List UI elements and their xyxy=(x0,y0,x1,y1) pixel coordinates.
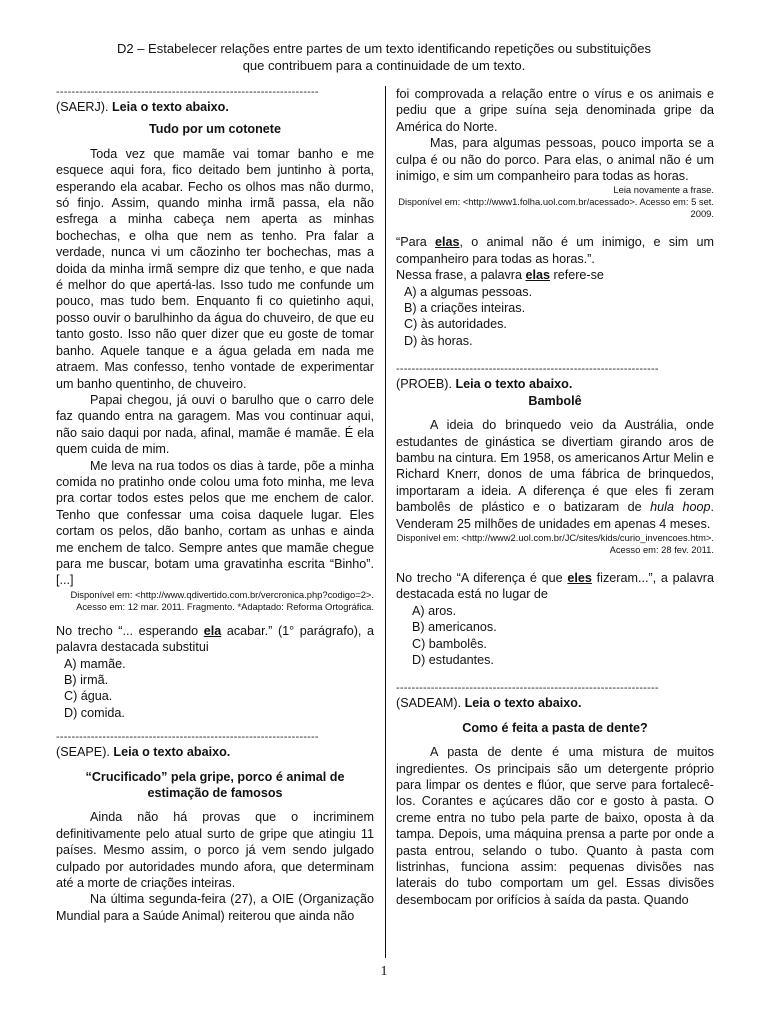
q3-source-tag: (PROEB). xyxy=(396,377,456,392)
q2-option-c[interactable]: C) às autoridades. xyxy=(404,317,507,332)
separator-line: -------------------------------------------------------------------- xyxy=(396,682,659,695)
q2-paragraph-last: Mas, para algumas pessoas, pouco importa se a culpa é ou não do porco. Para elas, o animal não é um inimigo, e sim um companheiro para todas as horas. xyxy=(396,136,714,184)
q2-source: Disponível em: <http://www1.folha.uol.com.br/acessado>. Acesso em: 5 set. 2009. xyxy=(398,196,714,220)
q2-quote-post: , o animal não é um inimigo, e sim um companheiro para todas as horas.”. xyxy=(396,235,714,266)
q3-option-b[interactable]: B) americanos. xyxy=(412,620,497,635)
separator-line: -------------------------------------------------------------------- xyxy=(56,731,319,744)
header-line-1: D2 – Estabelecer relações entre partes de um texto identificando repetições ou substituições xyxy=(116,41,652,56)
q2-quote-word: elas xyxy=(435,235,460,250)
left-column xyxy=(56,86,374,924)
q1-header xyxy=(56,99,374,115)
q3-question-pre: No trecho “A diferença é que xyxy=(396,570,568,585)
q3-text-post: . Venderam 25 milhões de unidades em apenas 4 meses. xyxy=(396,500,715,531)
q2-header xyxy=(56,744,374,760)
q2-option-d[interactable]: D) às horas. xyxy=(404,333,473,348)
q3-question-word: eles xyxy=(567,570,592,585)
q2-continuation: foi comprovada a relação entre o vírus e os animais e pediu que a gripe suína seja denominada gripe da América do Norte. xyxy=(396,87,714,134)
q1-question-word: ela xyxy=(203,623,222,638)
q3-option-d[interactable]: D) estudantes. xyxy=(412,652,494,667)
q3-text-italic: hula hoop xyxy=(650,500,711,515)
q1-title: Tudo por um cotonete xyxy=(149,122,281,137)
q4-title: Como é feita a pasta de dente? xyxy=(462,720,648,735)
q1-option-a[interactable]: A) mamãe. xyxy=(64,656,126,671)
q3-question-post: fizeram...”, a palavra destacada está no lugar de xyxy=(396,570,714,602)
q2-paragraph-1: Ainda não há provas que o incriminem definitivamente pelo atual surto de gripe que atingiu 11 países. Mesmo assim, o porco já vem sendo julgado culpado por autoridades mundo afora, que determinam até a morte de criações inteiras. xyxy=(56,810,374,891)
q1-question-post: acabar.” (1° parágrafo), a palavra destacada substitui xyxy=(56,623,375,655)
q1-paragraph-2: Papai chegou, já ouvi o barulho que o carro dele faz quando entra na garagem. Mas vou continuar aqui, não saio daqui por nada, afinal, mamãe é mamãe. É ela quem cuida de mim. xyxy=(56,392,374,457)
q2-question-post: refere-se xyxy=(550,268,604,283)
q4-header xyxy=(396,695,714,711)
q3-option-a[interactable]: A) aros. xyxy=(412,603,457,618)
q2-source-tag: (SEAPE). xyxy=(56,745,114,760)
q3-text-pre: A ideia do brinquedo veio da Austrália, onde estudantes de ginástica se divertiam girando aros de bambu na cintura. Em 1958, os americanos Artur Melin e Richard Knerr, donos de uma fábrica de brinquedos, importaram a ideia. A diferença é que eles fi zeram bambolês de plástico e o batizaram de xyxy=(396,418,714,515)
separator-line: -------------------------------------------------------------------- xyxy=(56,86,319,98)
q1-option-d[interactable]: D) comida. xyxy=(64,705,125,720)
q3-paragraph xyxy=(396,417,714,532)
q1-source-tag: (SAERJ). xyxy=(56,100,112,114)
q4-paragraph: A pasta de dente é uma mistura de muitos ingredientes. Os principais são um detergente próprio para limpar os dentes e flúor, que serve para fortalecê-los. Corantes e açúcares dão cor e gosto à pasta. O creme entra no tubo pela parte de baixo, oposta à da tampa. Depois, uma máquina prensa a parte por onde a pasta entrou, selando o tubo. Quanto à pasta com listrinhas, funciona assim: pequenas divisões nas laterais do tubo comportam um gel. Essas divisões desembocam por orifícios à saída da pasta. Quando xyxy=(396,745,714,907)
q2-question-word: elas xyxy=(525,268,551,283)
q1-question-pre: No trecho “... esperando xyxy=(56,623,204,638)
page-header xyxy=(0,40,768,74)
q1-paragraph-3: Me leva na rua todos os dias à tarde, põe a minha comida no pratinho onde colou uma foto minha, me leva pra cortar todos estes pelos que me enchem de calor. Tenho que confessar uma coisa daquele lugar. Eles cortam os pelos, dão banho, cortam as unhas e ainda me enchem de talco. Sempre antes que mamãe chegue para me buscar, botam uma gravatinha escrita “Binho”. [...] xyxy=(56,458,374,588)
q2-paragraph-2: Na última segunda-feira (27), a OIE (Organização Mundial para a Saúde Animal) reiterou que ainda não xyxy=(56,892,374,923)
q2-title: “Crucificado” pela gripe, porco é animal de estimação de famosos xyxy=(85,769,345,801)
q1-paragraph-1: Toda vez que mamãe vai tomar banho e me esquece aqui fora, fico deitado bem juntinho à porta, esperando ela acabar. Fecho os olhos mas não durmo, só finjo. Assim, quando minha irmã passa, ela não esfrega a minha cabeça nem aperta as minhas bochechas, e olha que nem as tenho. Pra falar a verdade, nunca vi um cãozinho ter bochechas, mas a doida da minha irmã sempre diz que tenho, e que nada é melhor do que apertá-las. Isso tudo me confunde um pouco, mas tudo bem. Enquanto fi co quietinho aqui, posso ouvir o barulhinho da água do chuveiro, de que eu tanto gosto. Isso não quer dizer que eu goste de tomar banho. Aquele tanque e a água gelada em nada me atraem. Mas confesso, tenho vontade de experimentar um banho quentinho, de chuveiro. xyxy=(56,146,374,391)
header-line-2: que contribuem para a continuidade de um texto. xyxy=(242,58,526,73)
q1-source: Disponível em: <http://www.qdivertido.com.br/vercronica.php?codigo=2>. Acesso em: 12 mar. 2011. Fragmento. *Adaptado: Reforma Ortográfica. xyxy=(70,588,374,612)
q1-option-b[interactable]: B) irmã. xyxy=(64,673,109,687)
q3-header xyxy=(396,376,714,392)
q2-option-b[interactable]: B) a criações inteiras. xyxy=(404,301,526,316)
q2-option-a[interactable]: A) a algumas pessoas. xyxy=(404,284,533,299)
q4-source-tag: (SADEAM). xyxy=(396,696,465,711)
q3-title: Bambolê xyxy=(528,393,582,408)
q2-question-pre: Nessa frase, a palavra xyxy=(396,268,526,283)
q3-instruction: Leia o texto abaixo. xyxy=(455,377,573,392)
page-number: 1 xyxy=(380,964,388,979)
q3-source: Disponível em: <http://www2.uol.com.br/JC/sites/kids/curio_invencoes.htm>. Acesso em: 28 fev. 2011. xyxy=(396,531,714,555)
column-divider xyxy=(385,86,386,958)
q1-option-c[interactable]: C) água. xyxy=(64,689,113,704)
q2-instruction: Leia o texto abaixo. xyxy=(113,745,231,760)
q2-quote-pre: “Para xyxy=(396,235,436,250)
q1-instruction: Leia o texto abaixo. xyxy=(111,100,229,114)
q3-question xyxy=(396,570,714,603)
q2-quote xyxy=(396,234,714,267)
q4-instruction: Leia o texto abaixo. xyxy=(464,696,582,711)
q2-question xyxy=(396,267,714,283)
separator-line: -------------------------------------------------------------------- xyxy=(396,363,659,376)
q3-option-c[interactable]: C) bambolês. xyxy=(412,636,487,651)
q1-question xyxy=(56,623,374,656)
right-column xyxy=(396,86,714,908)
q2-note: Leia novamente a frase. xyxy=(613,184,714,196)
